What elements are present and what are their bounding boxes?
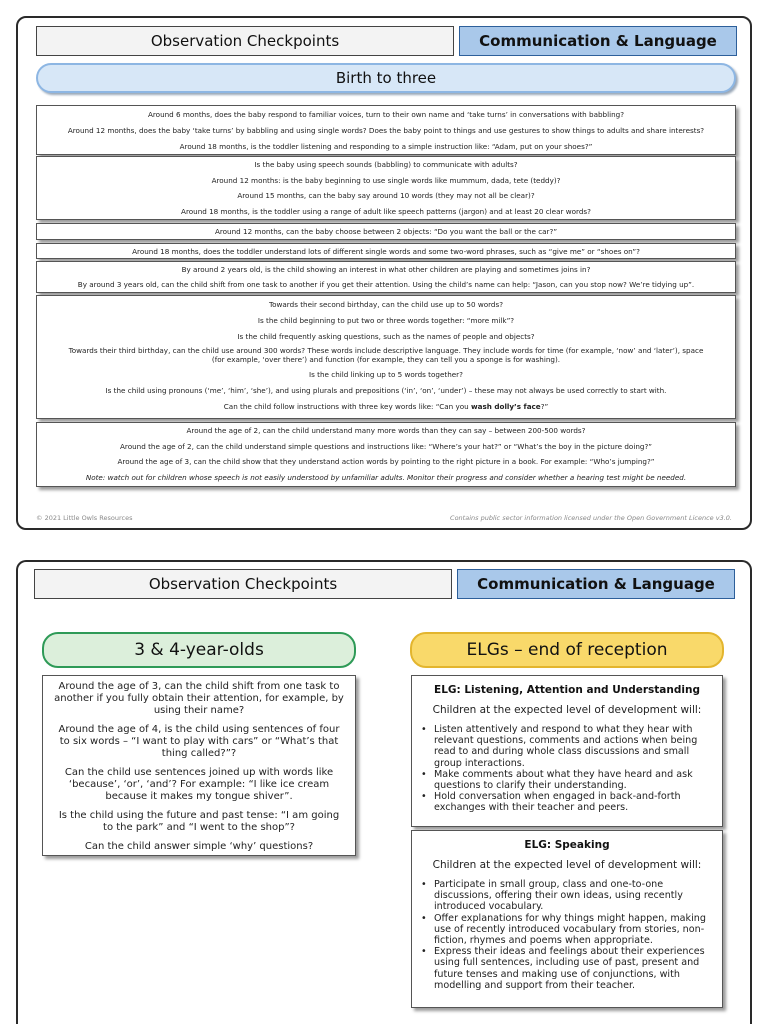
checkpoint-text: Around 12 months, can the baby choose between 2 objects: “Do you want the ball or the car?” <box>214 227 558 236</box>
checkpoint-group <box>36 243 736 259</box>
section-title-elgs: ELGs – end of reception <box>410 632 724 668</box>
checkpoint-text: Is the baby using speech sounds (babbling) to communicate with adults? <box>254 160 518 170</box>
elg-speaking-box <box>411 830 723 1008</box>
checkpoint-group <box>36 105 736 155</box>
section-title-birth-to-three: Birth to three <box>36 63 736 93</box>
checkpoint-text: Around 12 months: is the baby beginning to use single words like mummum, dada, tete (teddy)? <box>211 175 561 185</box>
checkpoint-text: Around 18 months, does the toddler understand lots of different single words and some two-word phrases, such as “give me” or “shoes on”? <box>132 246 640 256</box>
follow-suffix: ?” <box>540 401 549 411</box>
checkpoint-text: Around the age of 2, can the child understand many more words than they can say – between 200-500 words? <box>186 426 586 436</box>
page-three-four-and-elgs <box>16 560 752 1024</box>
checkpoint-text: Around 18 months, is the toddler listening and responding to a simple instruction like: “Adam, put on your shoes?” <box>179 141 593 151</box>
checkpoint-group <box>36 156 736 220</box>
section-title-3-4-year-olds: 3 & 4-year-olds <box>42 632 356 668</box>
elg-speaking-intro: Children at the expected level of development will: <box>432 859 702 871</box>
footer-copyright: © 2021 Little Owls Resources <box>36 514 133 522</box>
checkpoint-text: Around 12 months, does the baby ‘take turns’ by babbling and using single words? Does the baby point to things and use gestures to show things to adults and share interests? <box>67 125 705 135</box>
header-observation-checkpoints: Observation Checkpoints <box>36 26 454 56</box>
checkpoint-text: By around 3 years old, can the child shift from one task to another if you get their attention. Using the child’s name can help: “Jason, can you stop now? We’re tidying up”. <box>77 280 695 289</box>
checkpoint-text: By around 2 years old, is the child showing an interest in what other children are playing and sometimes joins in? <box>181 265 591 274</box>
header-observation-checkpoints: Observation Checkpoints <box>34 569 452 599</box>
checkpoint-text: Is the child using pronouns (‘me’, ‘him’, ‘she’), and using plurals and prepositions (‘in’, ‘on’, ‘under’) – these may not always be used correctly to start with. <box>105 385 667 395</box>
elg-speaking-list <box>418 879 716 991</box>
follow-prefix: Can the child follow instructions with three key words like: “Can you <box>223 401 471 411</box>
checkpoint-text: Around 6 months, does the baby respond to familiar voices, turn to their own name and ‘take turns’ in conversations with babbling? <box>147 109 625 119</box>
checkpoint-text: Around the age of 3, can the child show that they understand action words by pointing to the right picture in a book. For example: “Who’s jumping?” <box>117 457 655 467</box>
checkpoint-text <box>224 402 548 411</box>
list-item: • Participate in small group, class and one-to-one discussions, offering their own ideas, using recently introduced vocabulary. <box>418 879 716 913</box>
checkpoint-group <box>36 295 736 419</box>
checkpoint-group <box>36 223 736 240</box>
checkpoint-text: Around the age of 2, can the child understand simple questions and instructions like: “Where’s your hat?” or “What’s the boy in the picture doing?” <box>120 441 652 451</box>
checkpoint-text: Can the child use sentences joined up with words like ‘because’, ‘or’, ‘and’? For example: “I like ice cream because it makes my tongue shiver”. <box>64 767 334 802</box>
header-communication-language: Communication & Language <box>459 26 737 56</box>
checkpoint-text: Around the age of 4, is the child using sentences of four to six words – “I want to play with cars” or “What’s that thing called?”? <box>58 724 340 759</box>
checkpoint-text: Can the child answer simple ‘why’ questions? <box>84 841 314 852</box>
list-item: • Make comments about what they have heard and ask questions to clarify their understanding. <box>418 769 716 791</box>
note-text: Note: watch out for children whose speech is not easily understood by unfamiliar adults. Monitor their progress and consider whether a hearing test might be needed. <box>85 472 687 482</box>
header-communication-language: Communication & Language <box>457 569 735 599</box>
elg-listening-list <box>418 724 716 814</box>
checkpoint-text: Is the child using the future and past tense: “I am going to the park” and “I went to the shop”? <box>58 810 340 833</box>
checkpoint-text: Around the age of 3, can the child shift from one task to another if you fully obtain their attention, for example, by using their name? <box>54 681 344 716</box>
checkpoint-text: Around 18 months, is the toddler using a range of adult like speech patterns (jargon) and at least 20 clear words? <box>181 206 591 216</box>
list-item: • Express their ideas and feelings about their experiences using full sentences, including use of past, present and future tenses and making use of conjunctions, with modelling and support from their teacher. <box>418 946 716 991</box>
checkpoint-text: Towards their third birthday, can the child use around 300 words? These words include descriptive language. They include words for time (for example, ‘now’ and ‘later’), space (for example, ‘over there’) and function (for example, they can tell you a sponge is for washing). <box>68 346 704 364</box>
list-item: • Listen attentively and respond to what they hear with relevant questions, comments and actions when being read to and during whole class discussions and small group interactions. <box>418 724 716 769</box>
elg-listening-intro: Children at the expected level of development will: <box>432 704 702 716</box>
three-four-year-olds-box <box>42 675 356 856</box>
elg-listening-box <box>411 675 723 827</box>
footer-licence: Contains public sector information licensed under the Open Government Licence v3.0. <box>450 514 732 522</box>
checkpoint-group <box>36 261 736 293</box>
list-item: • Offer explanations for why things might happen, making use of recently introduced vocabulary from stories, non-fiction, rhymes and poems when appropriate. <box>418 913 716 947</box>
elg-speaking-title: ELG: Speaking <box>524 839 610 851</box>
follow-bold: wash dolly’s face <box>470 401 541 411</box>
elg-listening-title: ELG: Listening, Attention and Understanding <box>434 684 700 696</box>
page-birth-to-three <box>16 16 752 530</box>
list-item: • Hold conversation when engaged in back-and-forth exchanges with their teacher and peers. <box>418 791 716 813</box>
checkpoint-text: Around 15 months, can the baby say around 10 words (they may not all be clear)? <box>237 191 535 201</box>
checkpoint-text: Is the child frequently asking questions, such as the names of people and objects? <box>237 331 535 341</box>
checkpoint-group <box>36 422 736 487</box>
checkpoint-text: Is the child beginning to put two or three words together: “more milk”? <box>257 315 515 325</box>
checkpoint-text: Is the child linking up to 5 words together? <box>309 369 463 379</box>
checkpoint-text: Towards their second birthday, can the child use up to 50 words? <box>268 299 504 309</box>
